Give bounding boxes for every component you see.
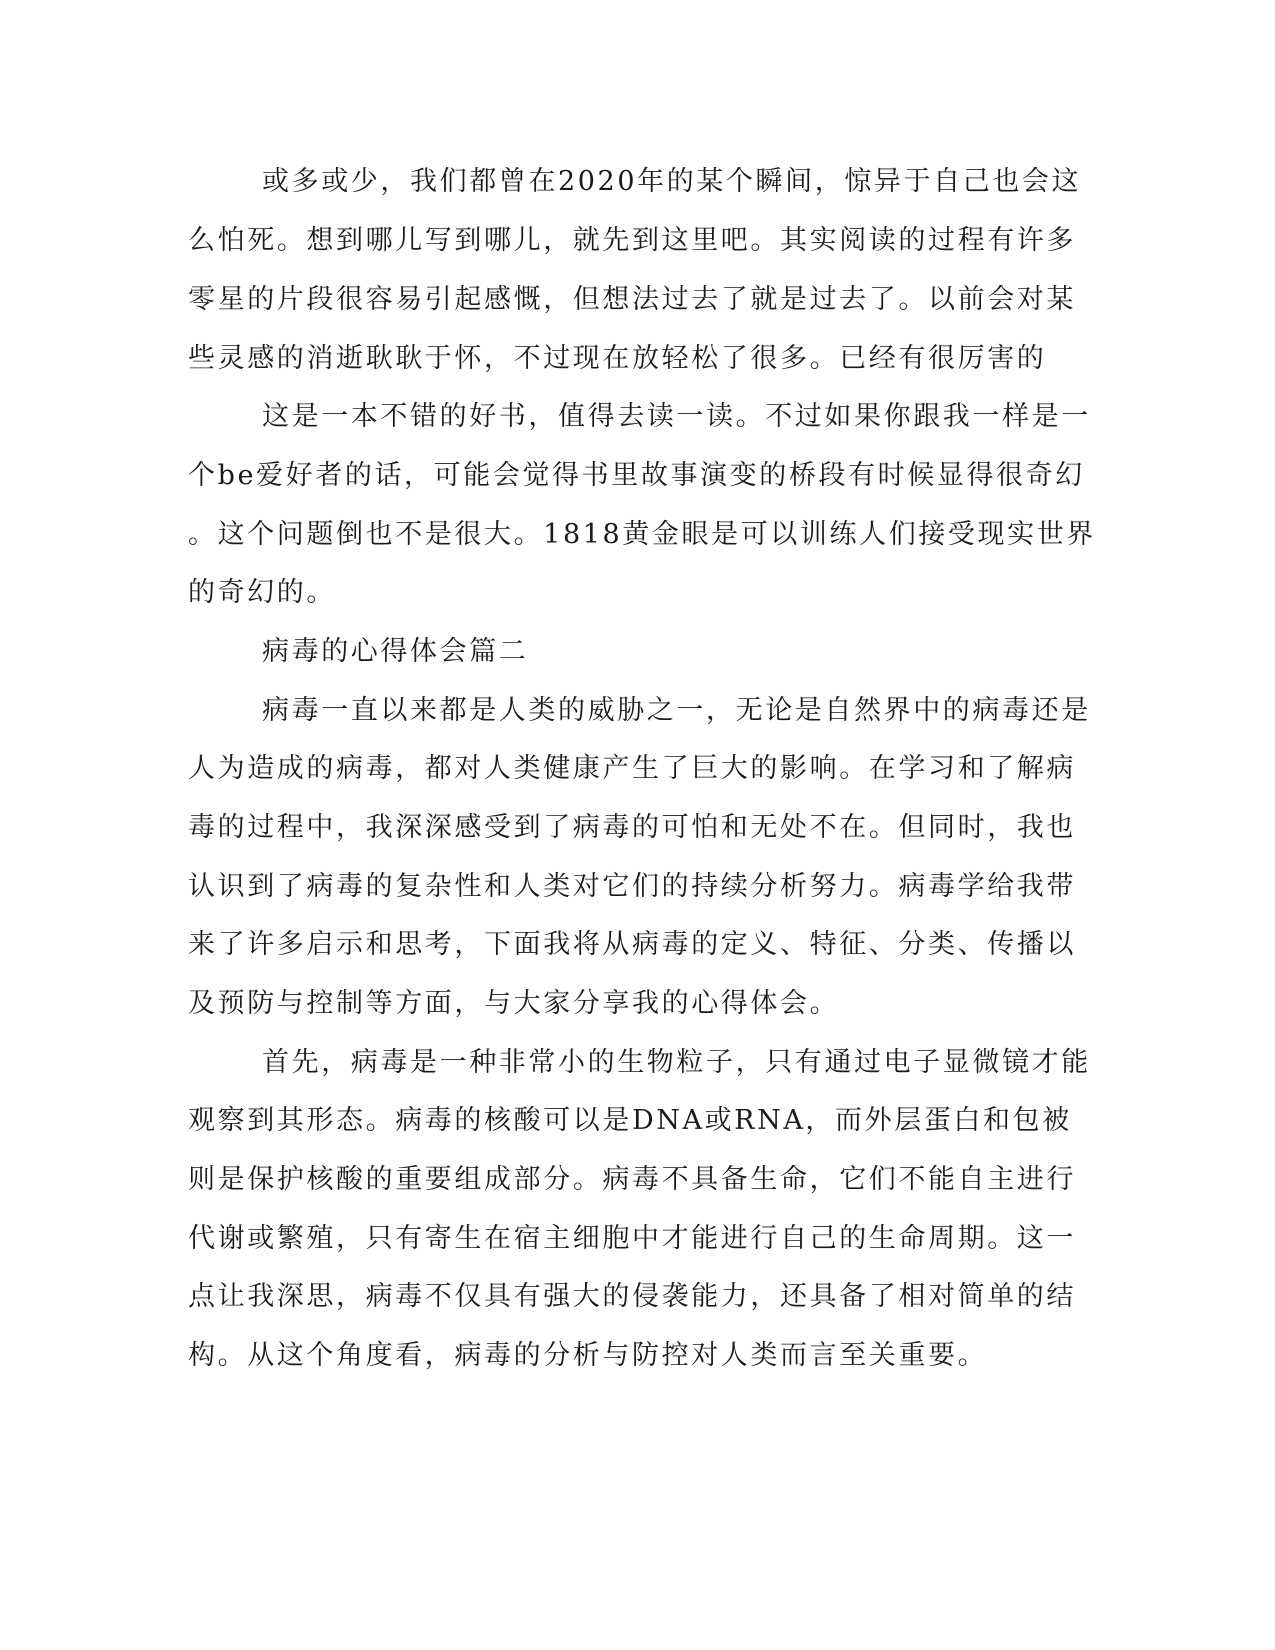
section-heading: 病毒的心得体会篇二 <box>262 636 529 667</box>
text-line: 。这个问题倒也不是很大。1818黄金眼是可以训练人们接受现实世界 <box>188 519 1096 550</box>
text-line: 病毒一直以来都是人类的威胁之一，无论是自然界中的病毒还是 <box>262 695 1091 726</box>
text-line: 认识到了病毒的复杂性和人类对它们的持续分析努力。病毒学给我带 <box>188 871 1076 902</box>
text-line: 个be爱好者的话，可能会觉得书里故事演变的桥段有时候显得很奇幻 <box>188 460 1085 491</box>
text-line: 构。从这个角度看，病毒的分析与防控对人类而言至关重要。 <box>188 1340 988 1371</box>
text-line: 的奇幻的。 <box>188 577 336 608</box>
text-line: 么怕死。想到哪儿写到哪儿，就先到这里吧。其实阅读的过程有许多 <box>188 225 1076 256</box>
text-line: 代谢或繁殖，只有寄生在宿主细胞中才能进行自己的生命周期。这一 <box>188 1223 1076 1254</box>
text-line: 点让我深思，病毒不仅具有强大的侵袭能力，还具备了相对简单的结 <box>188 1281 1076 1312</box>
text-line: 人为造成的病毒，都对人类健康产生了巨大的影响。在学习和了解病 <box>188 753 1076 784</box>
text-line: 观察到其形态。病毒的核酸可以是DNA或RNA，而外层蛋白和包被 <box>188 1105 1072 1136</box>
text-line: 些灵感的消逝耿耿于怀，不过现在放轻松了很多。已经有很厉害的 <box>188 343 1047 374</box>
text-line: 毒的过程中，我深深感受到了病毒的可怕和无处不在。但同时，我也 <box>188 812 1076 843</box>
text-line: 及预防与控制等方面，与大家分享我的心得体会。 <box>188 988 840 1019</box>
text-line: 来了许多启示和思考，下面我将从病毒的定义、特征、分类、传播以 <box>188 929 1076 960</box>
text-line: 零星的片段很容易引起感慨，但想法过去了就是过去了。以前会对某 <box>188 284 1076 315</box>
text-line: 或多或少，我们都曾在2020年的某个瞬间，惊异于自己也会这 <box>262 166 1082 197</box>
text-line: 则是保护核酸的重要组成部分。病毒不具备生命，它们不能自主进行 <box>188 1164 1076 1195</box>
text-line: 首先，病毒是一种非常小的生物粒子，只有通过电子显微镜才能 <box>262 1047 1091 1078</box>
text-line: 这是一本不错的好书，值得去读一读。不过如果你跟我一样是一 <box>262 401 1091 432</box>
